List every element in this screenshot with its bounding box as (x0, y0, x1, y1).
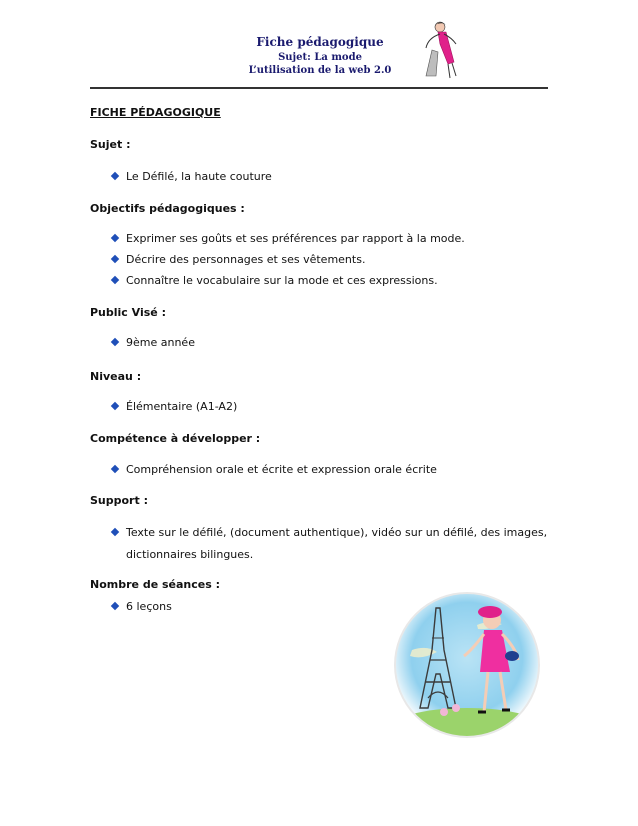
list-item: Exprimer ses goûts et ses préférences par rapport à la mode. (112, 228, 552, 249)
eiffel-tower-illustration (392, 590, 542, 740)
list-item: Texte sur le défilé, (document authentique), vidéo sur un défilé, des images, dictionnaires bilingues. (112, 522, 552, 566)
list-item: Le Défilé, la haute couture (112, 166, 552, 187)
header-subject: Sujet: La mode (278, 52, 362, 63)
section-label-support: Support : (90, 494, 148, 507)
list-item: Connaître le vocabulaire sur la mode et ces expressions. (112, 270, 552, 291)
header-subtitle: L’utilisation de la web 2.0 (248, 65, 392, 76)
list-item: Élémentaire (A1-A2) (112, 396, 552, 417)
list-item: 6 leçons (112, 596, 552, 617)
header-rule (90, 87, 548, 89)
section-label-niveau: Niveau : (90, 370, 142, 383)
list-item: 9ème année (112, 332, 552, 353)
section-label-sujet: Sujet : (90, 138, 131, 151)
list-item: Compréhension orale et écrite et expression orale écrite (112, 459, 552, 480)
section-label-competence: Compétence à développer : (90, 432, 261, 445)
document-title: FICHE PÉDAGOGIQUE (90, 106, 221, 119)
list-item: Décrire des personnages et ses vêtements. (112, 249, 552, 270)
header-title: Fiche pédagogique (256, 35, 384, 49)
fashion-model-icon (418, 18, 466, 80)
section-label-seances: Nombre de séances : (90, 578, 220, 591)
section-label-public: Public Visé : (90, 306, 166, 319)
section-label-objectifs: Objectifs pédagogiques : (90, 202, 245, 215)
